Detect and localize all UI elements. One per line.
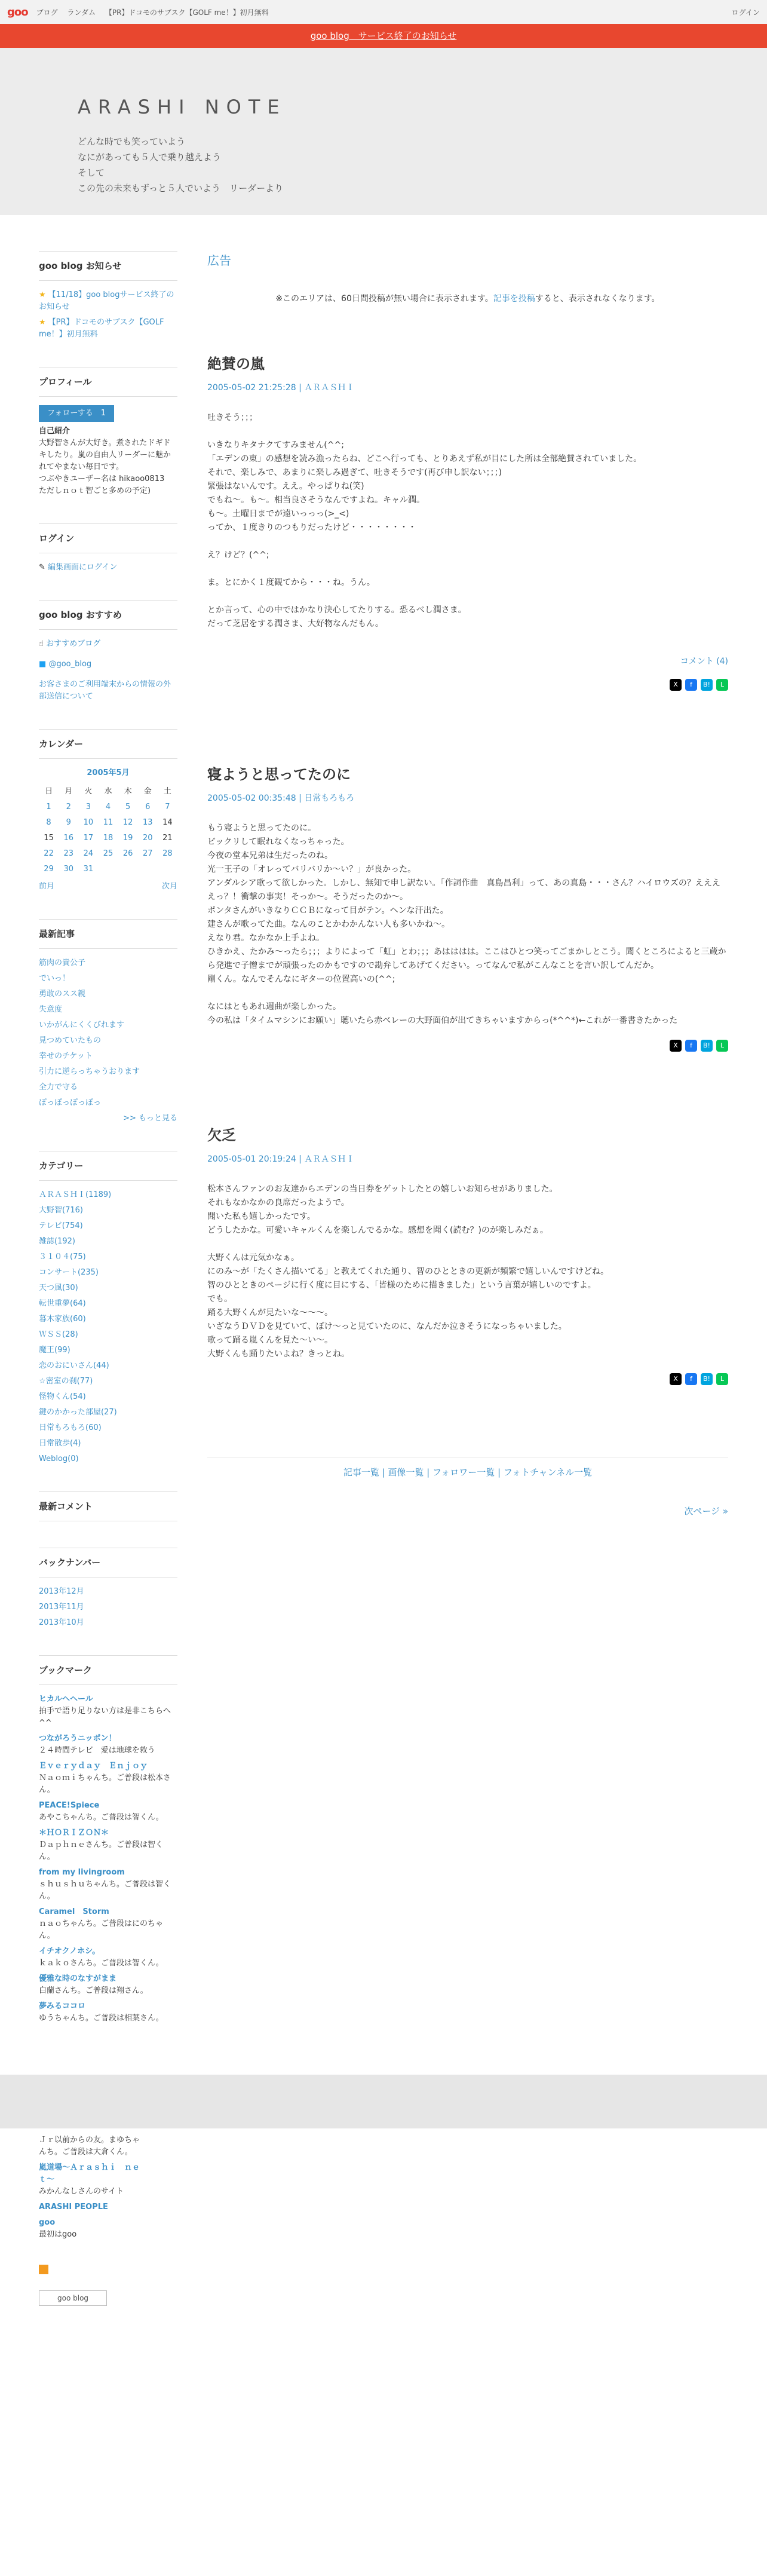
- post-line: 光一王子の「オレってバリバリか～い？」が良かった。: [207, 865, 416, 874]
- bookmark-desc: あやこちゃんち。ご普段は智くん。: [39, 1813, 164, 1822]
- post-line: 歌って踊る嵐くんを見た～い～。: [207, 1336, 333, 1345]
- category-link[interactable]: テレビ(754): [39, 1221, 83, 1230]
- backnumber-section: [39, 1548, 177, 1629]
- comment-link[interactable]: コメント (4): [680, 657, 728, 666]
- recent-article-link[interactable]: 見つめていたもの: [39, 1036, 102, 1045]
- post-line: 今夜の堂本兄弟は生だったのね。: [207, 851, 333, 860]
- bookmark-desc: Ｎａｏｍｉちゃんち。ご普段は松本さん。: [39, 1774, 171, 1794]
- hatena-share-icon[interactable]: B!: [701, 1373, 713, 1385]
- news-link[interactable]: 【11/18】goo blogサービス終了のお知らせ: [39, 290, 174, 311]
- calendar-day[interactable]: 4: [105, 802, 111, 811]
- goo-blog-badge[interactable]: goo blog: [39, 2290, 107, 2306]
- recent-article-link[interactable]: いかがんにくくびれます: [39, 1021, 125, 1030]
- post-line: それで、楽しみで、あまりに楽しみ過ぎて、吐きそうです(再び申し訳ない；；；): [207, 468, 502, 477]
- category-link[interactable]: ☆密室の刹(77): [39, 1377, 93, 1386]
- post-line: でもね～。も～。相当良さそうなんですよね。キャル潤。: [207, 495, 425, 505]
- recent-article-link[interactable]: 失意度: [39, 1005, 63, 1014]
- post-line: 智のひとときのページに行く度に目にする、「皆様のために描きました」という言葉が嬉しいのですよ。: [207, 1281, 596, 1290]
- post-line: どうしたかな。可愛いキャルくんを楽しんでるかな。感想を聞く(読む？)のが楽しみだぁ。: [207, 1226, 548, 1235]
- post-line: でも。: [207, 1294, 232, 1304]
- x-share-icon[interactable]: X: [670, 679, 682, 691]
- category-link[interactable]: 鍵のかかった部屋(27): [39, 1408, 117, 1417]
- calendar-day: [158, 862, 177, 877]
- bookmark-link[interactable]: イチオクノホシ。: [39, 1947, 100, 1956]
- next-page-link[interactable]: 次ページ »: [684, 1506, 728, 1517]
- bookmark-desc: 拍手で語り足りない方は是非こちらへ^^: [39, 1707, 171, 1727]
- calendar-day: [98, 862, 118, 877]
- calendar-week: [39, 831, 177, 846]
- post-line: 「エデンの東」の感想を読み漁ったらね、どこへ行っても、とりあえず私が目にした所は全部絶賛されていました。: [207, 454, 642, 464]
- post-line: もう寝ようと思ってたのに。: [207, 823, 316, 833]
- post-line: [207, 425, 728, 439]
- calendar-day[interactable]: 2: [66, 802, 71, 811]
- category-link[interactable]: ＷＳＳ(28): [39, 1330, 78, 1339]
- bookmark-desc: みかんなしさんのサイト: [39, 2187, 124, 2196]
- post-meta[interactable]: 2005-05-02 00:35:48 | 日常もろもろ: [207, 794, 355, 803]
- calendar-day[interactable]: 3: [85, 802, 91, 811]
- calendar-section: [39, 729, 177, 893]
- calendar-next-link[interactable]: 次月: [161, 882, 177, 891]
- tagline-line: なにがあっても５人で乗り越えよう: [78, 152, 221, 163]
- post-line: [207, 590, 728, 604]
- calendar-day[interactable]: 31: [83, 865, 94, 874]
- post-line: 今の私は「タイムマシンにお願い」聴いたら赤べレーの大野面伯が出てきちゃいますからっ(*^^*)←これが一番書きたかった: [207, 1016, 678, 1025]
- backnumber-link[interactable]: 2013年11月: [39, 1603, 84, 1612]
- calendar-day[interactable]: 24: [83, 849, 94, 858]
- recommend-link[interactable]: おすすめブログ: [46, 639, 101, 648]
- bookmark-desc: Ｄａｐｈｎｅさんち。ご普段は智くん。: [39, 1840, 164, 1861]
- calendar-day: [138, 862, 158, 877]
- calendar-day[interactable]: 27: [143, 849, 153, 858]
- post-line: ビックリして眠れなくなっちゃった。: [207, 837, 349, 847]
- recent-heading: 最新記事: [39, 919, 177, 949]
- profile-heading: プロフィール: [39, 367, 177, 397]
- facebook-share-icon[interactable]: f: [685, 679, 697, 691]
- service-notice-bar: [0, 24, 767, 48]
- recent-article-link[interactable]: 全力で守る: [39, 1083, 78, 1092]
- calendar-day: [118, 862, 138, 877]
- recent-article-link[interactable]: 幸せのチケット: [39, 1052, 93, 1061]
- post-line: いきなりキタナクてすみません(^^;: [207, 440, 344, 450]
- category-link[interactable]: 天つ風(30): [39, 1284, 78, 1292]
- page-body: [0, 215, 767, 2051]
- intro-text: 大野智さんが大好き。煮されたドギドキしたり。嵐の自由人リーダーに魅かれてやまない毎日です。: [39, 439, 171, 471]
- post-line: にのみ～が「たくさん描いてる」と教えてくれた通り、智のひとときの更新が頻繁で嬉しいんですけどね。: [207, 1267, 609, 1276]
- bookmark-section: [39, 1655, 177, 2024]
- category-link[interactable]: コンサート(235): [39, 1268, 99, 1277]
- post-article-link[interactable]: 記事を投稿: [493, 294, 535, 304]
- post-line: とか言って、心の中ではかなり決心してたりする。恐るべし潤さま。: [207, 605, 467, 615]
- twitter-link[interactable]: @goo_blog: [48, 660, 92, 669]
- post-line: 大野くんも踊りたいよね？きっとね。: [207, 1349, 349, 1359]
- recent-article-link[interactable]: 勇敢のスス親: [39, 990, 86, 998]
- calendar-week: [39, 815, 177, 831]
- calendar-day[interactable]: 6: [145, 802, 151, 811]
- category-link[interactable]: 日常散歩(4): [39, 1439, 81, 1448]
- bookmark-desc: 白蘭さんち。ご普段は翔さん。: [39, 1986, 148, 1995]
- ad-text: ※このエリアは、60日間投稿が無い場合に表示されます。: [275, 294, 493, 304]
- bookmark-link[interactable]: from my livingroom: [39, 1868, 125, 1877]
- top-bar: [0, 0, 767, 24]
- calendar-week: [39, 800, 177, 815]
- bookmark-desc: ｋａｋｏさんち。ご普段は智くん。: [39, 1959, 164, 1968]
- sidebar: [39, 215, 177, 2051]
- calendar-day: 15: [44, 834, 54, 843]
- line-share-icon[interactable]: L: [716, 1373, 728, 1385]
- footer-bookmarks: [0, 2128, 179, 2342]
- calendar-day[interactable]: 10: [83, 818, 94, 827]
- calendar-day[interactable]: 5: [125, 802, 131, 811]
- news-item: [39, 317, 177, 341]
- post-line: 大野くんは元気かなぁ。: [207, 1253, 299, 1263]
- calendar-day[interactable]: 19: [122, 834, 133, 843]
- calendar-day[interactable]: 13: [143, 818, 153, 827]
- top-nav: [36, 7, 276, 17]
- bookmark-desc: ｓｈｕｓｈｕちゃんち。ご普段は智くん。: [39, 1880, 171, 1901]
- post-line: だって芝居をする潤さま、大好物なんだもん。: [207, 619, 384, 629]
- category-link[interactable]: 日常もろもろ(60): [39, 1423, 102, 1432]
- recommend-section: [39, 600, 177, 703]
- edit-login-link[interactable]: 編集画面にログイン: [48, 563, 118, 572]
- bookmark-link[interactable]: 優雅な時のなすがまま: [39, 1974, 117, 1983]
- calendar-day[interactable]: 12: [122, 818, 133, 827]
- post-line: [207, 987, 728, 1000]
- login-section: [39, 523, 177, 574]
- x-share-icon[interactable]: X: [670, 1373, 682, 1385]
- tagline-line: どんな時でも笑っていよう: [78, 136, 186, 147]
- bookmark-link[interactable]: 嵐道場～Ａｒａｓｈｉ ｎｅｔ～: [39, 2163, 140, 2184]
- follow-button[interactable]: フォローする 1: [39, 405, 114, 422]
- news-heading: goo blog お知らせ: [39, 251, 177, 281]
- bookmark-link[interactable]: 夢みるココロ: [39, 2002, 86, 2011]
- category-link[interactable]: 転世重夢(64): [39, 1299, 86, 1308]
- calendar-weekday: 木: [124, 787, 132, 796]
- calendar-day[interactable]: 25: [103, 849, 113, 858]
- calendar-day[interactable]: 29: [44, 865, 54, 874]
- intro-title: 自己紹介: [39, 427, 70, 436]
- post-body: [207, 822, 728, 1028]
- calendar-day[interactable]: 7: [165, 802, 170, 811]
- post-line: えなり君。なかなか上手よね。: [207, 933, 324, 943]
- calendar-week: [39, 846, 177, 862]
- post-meta[interactable]: 2005-05-02 21:25:28 | ＡＲＡＳＨＩ: [207, 383, 355, 393]
- calendar-day[interactable]: 16: [63, 834, 73, 843]
- bookmark-link[interactable]: Caramel Storm: [39, 1907, 109, 1916]
- recent-more-link[interactable]: >> もっと見る: [123, 1114, 177, 1123]
- calendar-day[interactable]: 11: [103, 818, 113, 827]
- calendar-weekdays: [39, 784, 177, 800]
- post-line: 聞いた私も嬉しかったです。: [207, 1212, 315, 1221]
- calendar-day[interactable]: 28: [162, 849, 173, 858]
- post-line: ってか、１度きりのつもりだったけど・・・・・・・・: [207, 523, 416, 532]
- footer-band: [0, 2075, 767, 2128]
- post-title[interactable]: 絶賛の嵐: [207, 356, 265, 372]
- archive-links[interactable]: 記事一覧 | 画像一覧 | フォロワー一覧 | フォトチャンネル一覧: [207, 1457, 728, 1487]
- bookmark-link[interactable]: Ｅｖｅｒｙｄａｙ Ｅｎｊｏｙ: [39, 1762, 148, 1771]
- top-nav-pr[interactable]: 【PR】ドコモのサブスク【GOLF me！】初月無料: [105, 8, 269, 17]
- category-link[interactable]: 怪物くん(54): [39, 1392, 86, 1401]
- profile-section: [39, 367, 177, 497]
- blog-tagline: [78, 134, 767, 196]
- comment-section: [39, 1491, 177, 1521]
- category-link[interactable]: ＡＲＡＳＨＩ(1189): [39, 1190, 112, 1199]
- recent-article-link[interactable]: 筋肉の貴公子: [39, 958, 86, 967]
- post-line: 建さんが歌ってた曲。なんのことかわかんない人も多いかね～。: [207, 920, 450, 929]
- twitter-icon: ■: [39, 660, 47, 669]
- bookmark-link[interactable]: つながろうニッポン！: [39, 1734, 116, 1743]
- service-notice-link[interactable]: goo blog サービス終了のお知らせ: [310, 30, 457, 41]
- recent-article-link[interactable]: 引力に逆らっちゃうおります: [39, 1067, 140, 1076]
- pencil-icon: ✎: [39, 563, 45, 572]
- calendar-day[interactable]: 26: [122, 849, 133, 858]
- blog-title[interactable]: ARASHI NOTE: [78, 96, 287, 118]
- calendar-weekday: 日: [45, 787, 53, 796]
- blog-post: [207, 352, 728, 691]
- post-line: それもなかなかの良席だったようで。: [207, 1198, 349, 1208]
- calendar-heading: カレンダー: [39, 729, 177, 759]
- tagline-line: そして: [78, 167, 105, 178]
- calendar-day[interactable]: 22: [44, 849, 54, 858]
- bookmark-desc: 最初はgoo: [39, 2230, 77, 2239]
- privacy-link[interactable]: お客さまのご利用端末からの情報の外部送信について: [39, 680, 171, 701]
- bookmark-heading: ブックマーク: [39, 1655, 177, 1685]
- bookmark-desc: ｎａｏちゃんち。ご普段はにのちゃん。: [39, 1919, 164, 1940]
- calendar-day[interactable]: 20: [143, 834, 153, 843]
- top-login-link[interactable]: ログイン: [731, 8, 760, 17]
- blog-header: [0, 48, 767, 215]
- calendar-day[interactable]: 1: [46, 802, 51, 811]
- line-share-icon[interactable]: L: [716, 679, 728, 691]
- post-footer: [207, 655, 728, 667]
- category-link[interactable]: ３１０４(75): [39, 1252, 86, 1261]
- facebook-share-icon[interactable]: f: [685, 1040, 697, 1052]
- calendar-day[interactable]: 23: [63, 849, 73, 858]
- goo-logo[interactable]: goo: [7, 5, 28, 19]
- post-title[interactable]: 欠乏: [207, 1127, 236, 1144]
- calendar-prev-link[interactable]: 前月: [39, 882, 55, 891]
- ad-text: すると、表示されなくなります。: [535, 294, 660, 304]
- calendar-day: 14: [162, 818, 173, 827]
- backnumber-link[interactable]: 2013年12月: [39, 1587, 84, 1596]
- x-share-icon[interactable]: X: [670, 1040, 682, 1052]
- star-icon: ★: [39, 318, 46, 327]
- category-link[interactable]: 魔王(99): [39, 1346, 70, 1355]
- post-line: アンダルシア歌って欲しかった。しかし、無知で申し訳ない。「作詞作曲 真島昌利」って、あの真島・・・さん？ハイロウズの？ええええっ？！衝撃の事実！そっか～。そうだったのか～。: [207, 878, 720, 902]
- login-heading: ログイン: [39, 523, 177, 553]
- hatena-share-icon[interactable]: B!: [701, 1040, 713, 1052]
- calendar-weekday: 土: [163, 787, 171, 796]
- hand-icon: ☝: [39, 639, 44, 648]
- calendar-weekday: 火: [84, 787, 93, 796]
- calendar-table: [39, 784, 177, 877]
- top-nav-random[interactable]: ランダム: [67, 8, 96, 17]
- bookmark-desc: ２４時間テレビ 愛は地球を救う: [39, 1746, 155, 1755]
- backnumber-link[interactable]: 2013年10月: [39, 1618, 84, 1627]
- post-line: え？けど？(^^;: [207, 550, 269, 560]
- post-title[interactable]: 寝ようと思ってたのに: [207, 766, 351, 783]
- post-body: [207, 411, 728, 631]
- calendar-day[interactable]: 18: [103, 834, 113, 843]
- category-section: [39, 1151, 177, 1465]
- facebook-share-icon[interactable]: f: [685, 1373, 697, 1385]
- category-link[interactable]: Weblog(0): [39, 1454, 79, 1463]
- post-line: [207, 562, 728, 576]
- comment-heading: 最新コメント: [39, 1491, 177, 1521]
- calendar-day[interactable]: 30: [63, 865, 73, 874]
- post-line: [207, 1238, 728, 1251]
- post-line: 松本さんファンのお友達からエデンの当日券をゲットしたとの嬉しいお知らせがありました。: [207, 1184, 558, 1194]
- recent-section: [39, 919, 177, 1125]
- blog-post: [207, 762, 728, 1052]
- ad-notice: [207, 292, 728, 304]
- main-content: [207, 215, 728, 2051]
- post-meta[interactable]: 2005-05-01 20:19:24 | ＡＲＡＳＨＩ: [207, 1154, 355, 1164]
- news-link[interactable]: 【PR】ドコモのサブスク【GOLF me！】初月無料: [39, 318, 164, 339]
- hatena-share-icon[interactable]: B!: [701, 679, 713, 691]
- post-line: ひきかえ、たかみ～ったら；；；よりによって「虹」とわ；；；あはははは。ここはひとつ笑ってごまかしとこう。聞くところによると三蔵から発進で子憎までが頑張ったのかもですので勘弁してあげてください。ってなんで私がこんなことを言い訳してんだか。: [207, 947, 726, 970]
- recommend-heading: goo blog おすすめ: [39, 600, 177, 630]
- post-line: [207, 535, 728, 549]
- bookmark-link[interactable]: goo: [39, 2218, 56, 2227]
- rss-icon[interactable]: [39, 2265, 48, 2274]
- calendar-day[interactable]: 8: [46, 818, 51, 827]
- calendar-day: 21: [162, 834, 173, 843]
- recent-article-link[interactable]: でいっ！: [39, 974, 70, 983]
- blog-post: [207, 1123, 728, 1385]
- share-buttons: [207, 1040, 728, 1052]
- category-heading: カテゴリー: [39, 1151, 177, 1181]
- backnumber-heading: バックナンバー: [39, 1548, 177, 1578]
- calendar-day[interactable]: 9: [66, 818, 71, 827]
- bookmark-link[interactable]: ヒカルヘヘール: [39, 1695, 93, 1704]
- post-line: 剛くん。なんでそんなにギターの位置高いの(^^;: [207, 975, 395, 984]
- calendar-week: [39, 862, 177, 877]
- calendar-weekday: 月: [65, 787, 73, 796]
- share-buttons: [207, 1373, 728, 1385]
- line-share-icon[interactable]: L: [716, 1040, 728, 1052]
- bookmark-link[interactable]: PEACE!Spiece: [39, 1801, 100, 1810]
- category-link[interactable]: 恋のおにいさん(44): [39, 1361, 109, 1370]
- calendar-month: 2005年5月: [87, 768, 130, 777]
- star-icon: ★: [39, 290, 46, 299]
- post-line: なにはともあれ週曲が楽しかった。: [207, 1002, 341, 1012]
- news-item: [39, 289, 177, 313]
- post-line: 踊る大野くんが見たいな～～～。: [207, 1308, 333, 1318]
- post-line: も～。土曜日までが遠いっっっ(>_<): [207, 509, 349, 519]
- category-link[interactable]: 大野智(716): [39, 1206, 83, 1215]
- post-line: ま。とにかく１度観てから・・・ね。うん。: [207, 578, 375, 587]
- post-line: いざなうＤＶＤを見ていて、ぼけ～っと見ていたのに、なんだか泣きそうになっちゃいました。: [207, 1322, 567, 1331]
- ad-heading: 広告: [207, 253, 231, 268]
- news-section: [39, 251, 177, 341]
- calendar-weekday: 水: [104, 787, 112, 796]
- calendar-day[interactable]: 17: [83, 834, 94, 843]
- bookmark-desc: ゆうちゃんち。ご普段は相葉さん。: [39, 2014, 164, 2023]
- bookmark-link[interactable]: ＊ＨＯＲＩＺＯＮ＊: [39, 1828, 109, 1837]
- top-nav-blog[interactable]: ブログ: [36, 8, 58, 17]
- post-body: [207, 1183, 728, 1361]
- post-line: ポンタさんがいきなりＣＣＢになって目がテン。ヘンな汗出た。: [207, 906, 449, 915]
- bookmark-link[interactable]: ARASHI PEOPLE: [39, 2203, 108, 2211]
- share-buttons: [207, 679, 728, 691]
- category-link[interactable]: 雑誌(192): [39, 1237, 75, 1246]
- post-line: 吐きそう；；；: [207, 413, 257, 422]
- bookmark-desc: Ｊｒ以前からの友。まゆちゃんち。ご普段は大倉くん。: [39, 2136, 140, 2157]
- calendar-weekday: 金: [143, 787, 152, 796]
- category-link[interactable]: 暮木家族(60): [39, 1315, 86, 1324]
- tagline-line: この先の未来もずっと５人でいよう リーダーより: [78, 183, 284, 194]
- post-line: 緊張はないんです。ええ。やっぱりね(笑): [207, 482, 364, 491]
- user-text: つぶやきユーザー名は hikaoo0813 ただしｎｏｔ智ごと多めの予定): [39, 474, 173, 495]
- recent-article-link[interactable]: ぽっぽっぽっぽっ: [39, 1098, 102, 1107]
